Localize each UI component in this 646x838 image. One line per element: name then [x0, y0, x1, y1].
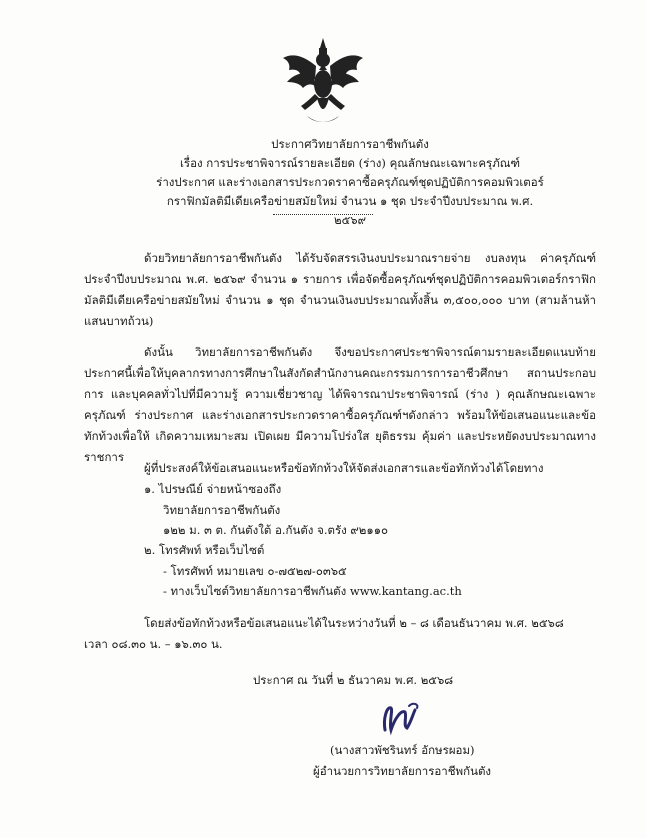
signer-title: ผู้อำนวยการวิทยาลัยการอาชีพกันตัง: [313, 764, 492, 778]
deadline-time: เวลา ๐๘.๓๐ น. – ๑๖.๓๐ น.: [84, 637, 223, 651]
website-line: - ทางเว็บไซต์วิทยาลัยการอาชีพกันตัง www.kantang.ac.th: [163, 584, 462, 598]
subject-line: เรื่อง การประชาพิจารณ์รายละเอียด (ร่าง) คุณลักษณะเฉพาะครุภัณฑ์: [179, 156, 521, 170]
method-phone-web-title: ๒. โทรศัพท์ หรือเว็บไซต์: [144, 543, 265, 557]
paragraph-budget: [84, 248, 596, 332]
signer-name: (นางสาวพัชรินทร์ อักษรผอม): [330, 743, 475, 757]
submission-intro: ผู้ที่ประสงค์ให้ข้อเสนอแนะหรือข้อทักท้วงให้จัดส่งเอกสารและข้อทักท้วงได้โดยทาง: [144, 461, 544, 475]
deadline-dates: โดยส่งข้อทักท้วงหรือข้อเสนอแนะได้ในระหว่างวันที่ ๒ – ๘ เดือนธันวาคม พ.ศ. ๒๕๖๘: [144, 616, 564, 630]
announcement-date: ประกาศ ณ วันที่ ๒ ธันวาคม พ.ศ. ๒๕๖๘: [253, 673, 454, 687]
signature-icon: [365, 700, 445, 736]
separator-dotted-line: [273, 214, 373, 215]
subject-line-3: กราฟิกมัลติมีเดียเครือข่ายสมัยใหม่ จำนวน ๑ ชุด ประจำปีงบประมาณ พ.ศ. ๒๕๖๙: [166, 194, 534, 227]
mail-address: ๑๒๒ ม. ๓ ต. กันตังใต้ อ.กันตัง จ.ตรัง ๙๒๑๑๐: [163, 523, 389, 537]
mail-recipient: วิทยาลัยการอาชีพกันตัง: [163, 503, 281, 517]
subject-line-2: ร่างประกาศ และร่างเอกสารประกวดราคาซื้อครุภัณฑ์ชุดปฏิบัติการคอมพิวเตอร์: [156, 175, 544, 189]
paragraph-hearing: [84, 342, 596, 468]
phone-number: - โทรศัพท์ หมายเลข ๐-๗๕๒๗-๐๓๖๕: [163, 564, 347, 578]
paragraph-budget-text: ด้วยวิทยาลัยการอาชีพกันตัง ได้รับจัดสรรเงินงบประมาณรายจ่าย งบลงทุน ค่าครุภัณฑ์ ประจำปีงบประมาณ พ.ศ. ๒๕๖๙ จำนวน ๑ รายการ เพื่อจัดซื้อครุภัณฑ์ชุดปฏิบัติการคอมพิวเตอร์กราฟิก มัลติมีเดียเครือข่ายสมัยใหม่ จำนวน ๑ ชุด จำนวนเงินงบประมาณทั้งสิ้น ๓,๕๐๐,๐๐๐ บาท (สามล้านห้าแสนบาทถ้วน): [84, 251, 596, 328]
paragraph-hearing-text: ดังนั้น วิทยาลัยการอาชีพกันตัง จึงขอประกาศประชาพิจารณ์ตามรายละเอียดแนบท้าย ประกาศนี้เพื่อให้บุคลากรทางการศึกษาในสังกัดสำนักงานคณะกรรมการการอาชีวศึกษา สถานประกอบการ และบุคคลทั่วไปที่มีความรู้ ความเชี่ยวชาญ ได้พิจารณาประชาพิจารณ์ (ร่าง ) คุณลักษณะเฉพาะครุภัณฑ์ ร่างประกาศ และร่างเอกสารประกวดราคาซื้อครุภัณฑ์ฯดังกล่าว พร้อมให้ข้อเสนอแนะและข้อทักท้วงเพื่อให้ เกิดความเหมาะสม เปิดเผย มีความโปร่งใส ยุติธรรม คุ้มค่า และประหยัดงบประมาณทางราชการ: [84, 345, 596, 464]
announcement-title: ประกาศวิทยาลัยการอาชีพกันตัง: [271, 137, 429, 151]
garuda-emblem-icon: [277, 36, 369, 128]
method-mail-title: ๑. ไปรษณีย์ จ่ายหน้าซองถึง: [144, 482, 282, 496]
